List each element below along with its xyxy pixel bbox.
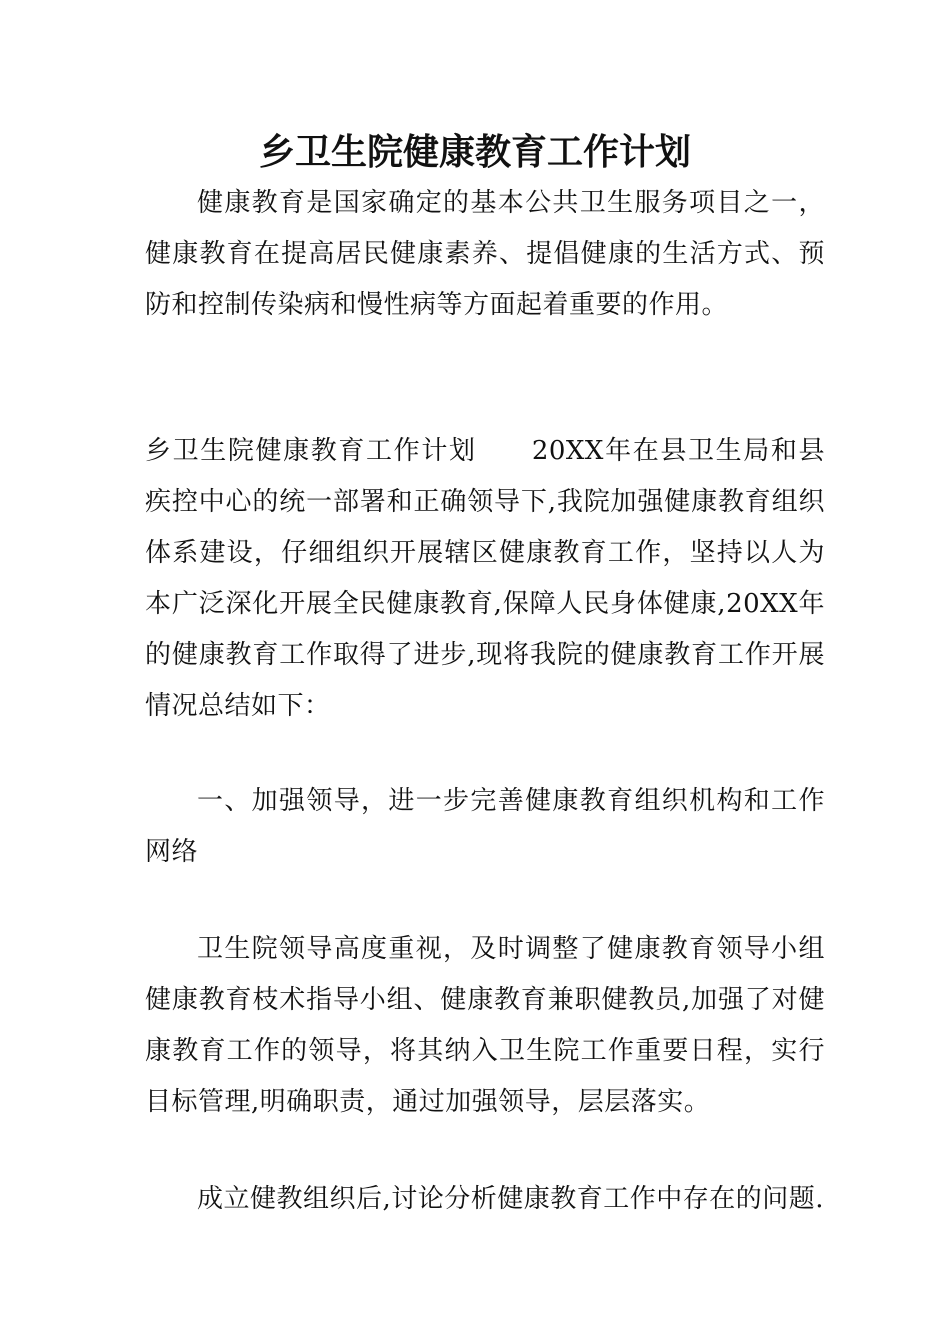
document-title: 乡卫生院健康教育工作计划 xyxy=(258,131,691,173)
paragraph-organization: 成立健教组织后,讨论分析健康教育工作中存在的问题. xyxy=(197,1184,825,1214)
paragraph-leadership: 卫生院领导高度重视，及时调整了健康教育领导小组健康教育枝术指导小组、健康教育兼职健教员,加强了对健康教育工作的领导，将其纳入卫生院工作重要日程，实行目标管理,明确职责，通过加强领导，层层落实。 xyxy=(145,934,825,1117)
paragraph-intro: 健康教育是国家确定的基本公共卫生服务项目之一，健康教育在提高居民健康素养、提倡健康的生活方式、预防和控制传染病和慢性病等方面起着重要的作用。 xyxy=(145,188,825,320)
paragraph-summary: 乡卫生院健康教育工作计划 20XX年在县卫生局和县疾控中心的统一部署和正确领导下,我院加强健康教育组织体系建设，仔细组织开展辖区健康教育工作，坚持以人为本广泛深化开展全民健康教育,保障人民身体健康,20XX年的健康教育工作取得了进步,现将我院的健康教育工作开展情况总结如下： xyxy=(145,436,825,721)
section-heading-1: 一、加强领导，进一步完善健康教育组织机构和工作网络 xyxy=(145,786,825,867)
